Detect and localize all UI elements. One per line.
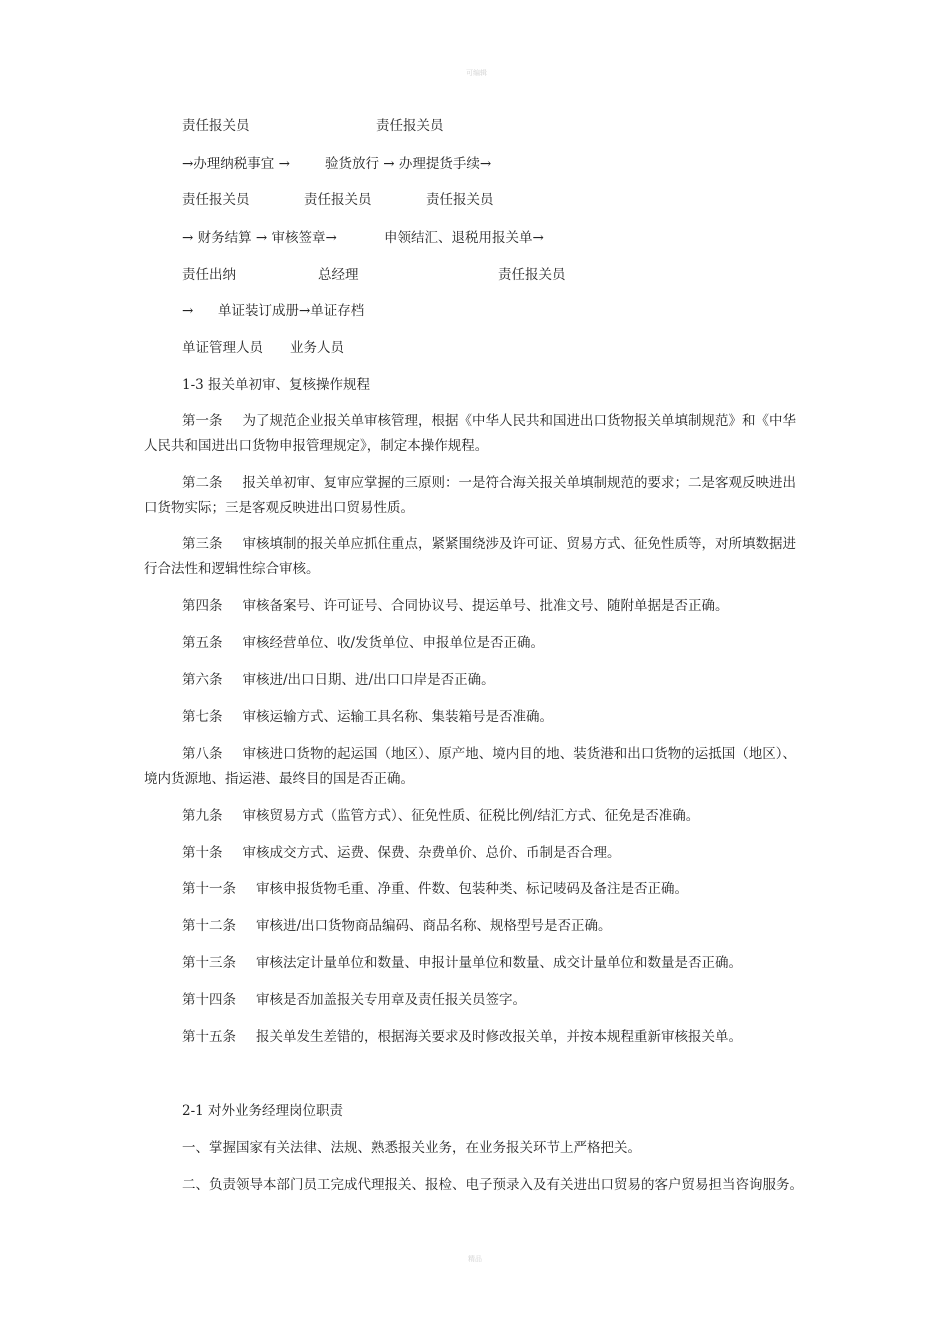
article-number: 第三条 — [182, 536, 223, 552]
flow-role: 总经理 — [318, 267, 359, 283]
article-9 — [144, 804, 808, 829]
article-text: 为了规范企业报关单审核管理，根据《中华人民共和国进出口货物报关单填制规范》和《中华人民共和国进出口货物申报管理规定》，制定本操作规程。 — [144, 413, 796, 454]
article-text: 审核成交方式、运费、保费、杂费单价、总价、币制是否合理。 — [242, 845, 621, 861]
article-text: 审核经营单位、收/发货单位、申报单位是否正确。 — [242, 635, 545, 651]
article-text: 报关单发生差错的，根据海关要求及时修改报关单，并按本规程重新审核报关单。 — [256, 1029, 742, 1045]
article-number: 第十三条 — [182, 955, 236, 971]
article-12 — [144, 914, 808, 939]
article-text: 审核填制的报关单应抓住重点，紧紧围绕涉及许可证、贸易方式、征免性质等，对所填数据进行合法性和逻辑性综合审核。 — [144, 536, 796, 577]
article-number: 第七条 — [182, 709, 223, 725]
article-text: 审核贸易方式（监管方式）、征免性质、征税比例/结汇方式、征免是否准确。 — [242, 808, 700, 824]
article-number: 第五条 — [182, 635, 223, 651]
flow-step: →办理纳税事宜 → — [182, 156, 290, 172]
watermark-bottom: 精品 — [468, 1255, 482, 1263]
article-14 — [144, 988, 808, 1013]
article-2 — [144, 471, 808, 521]
article-13 — [144, 951, 808, 976]
flow-role: 责任报关员 — [182, 118, 250, 134]
flow-step: → 财务结算 → 审核签章→ — [182, 230, 337, 246]
article-text: 报关单初审、复审应掌握的三原则：一是符合海关报关单填制规范的要求；二是客观反映进出口货物实际；三是客观反映进出口贸易性质。 — [144, 475, 796, 516]
article-8 — [144, 742, 808, 792]
article-7 — [144, 705, 808, 730]
article-text: 审核备案号、许可证号、合同协议号、提运单号、批准文号、随附单据是否正确。 — [242, 598, 729, 614]
article-number: 第十条 — [182, 845, 223, 861]
article-text: 审核法定计量单位和数量、申报计量单位和数量、成交计量单位和数量是否正确。 — [256, 955, 742, 971]
article-text: 审核进口货物的起运国（地区）、原产地、境内目的地、装货港和出口货物的运抵国（地区）、境内货源地、指运港、最终目的国是否正确。 — [144, 746, 796, 787]
flow-role: 责任报关员 — [304, 192, 372, 208]
article-15 — [144, 1025, 808, 1050]
watermark-top: 可编辑 — [466, 69, 487, 77]
article-number: 第十二条 — [182, 918, 236, 934]
article-number: 第一条 — [182, 413, 223, 429]
article-text: 审核申报货物毛重、净重、件数、包装种类、标记唛码及备注是否正确。 — [256, 881, 688, 897]
flow-role: 责任报关员 — [376, 118, 444, 134]
flow-role: 业务人员 — [290, 340, 344, 356]
flow-step: 验货放行 → 办理提货手续→ — [325, 156, 492, 172]
flow-role: 责任报关员 — [498, 267, 566, 283]
article-5 — [144, 631, 808, 656]
article-number: 第四条 — [182, 598, 223, 614]
flow-step: 单证装订成册→单证存档 — [218, 303, 365, 319]
flow-role: 责任报关员 — [182, 192, 250, 208]
flow-role: 单证管理人员 — [182, 340, 263, 356]
flow-role: 责任报关员 — [426, 192, 494, 208]
article-text: 审核进/出口日期、进/出口口岸是否正确。 — [242, 672, 495, 688]
flow-step: 申领结汇、退税用报关单→ — [384, 230, 544, 246]
article-11 — [144, 877, 808, 902]
article-text: 审核是否加盖报关专用章及责任报关员签字。 — [256, 992, 526, 1008]
article-text: 审核进/出口货物商品编码、商品名称、规格型号是否正确。 — [256, 918, 612, 934]
article-text: 审核运输方式、运输工具名称、集装箱号是否准确。 — [242, 709, 553, 725]
flow-role: 责任出纳 — [182, 267, 236, 283]
duty-item-1: 一、掌握国家有关法律、法规、熟悉报关业务，在业务报关环节上严格把关。 — [182, 1140, 641, 1156]
flow-step: → — [182, 303, 194, 319]
article-3 — [144, 532, 808, 582]
article-number: 第十一条 — [182, 881, 236, 897]
section-title: 1-3 报关单初审、复核操作规程 — [182, 377, 371, 393]
article-number: 第十五条 — [182, 1029, 236, 1045]
article-number: 第二条 — [182, 475, 223, 491]
article-6 — [144, 668, 808, 693]
section-title: 2-1 对外业务经理岗位职责 — [182, 1103, 344, 1119]
article-number: 第十四条 — [182, 992, 236, 1008]
article-number: 第八条 — [182, 746, 223, 762]
article-10 — [144, 841, 808, 866]
article-4 — [144, 594, 808, 619]
article-number: 第六条 — [182, 672, 223, 688]
article-number: 第九条 — [182, 808, 223, 824]
duty-item-2: 二、负责领导本部门员工完成代理报关、报检、电子预录入及有关进出口贸易的客户贸易担当咨询服务。 — [182, 1177, 803, 1193]
article-1 — [144, 409, 808, 459]
